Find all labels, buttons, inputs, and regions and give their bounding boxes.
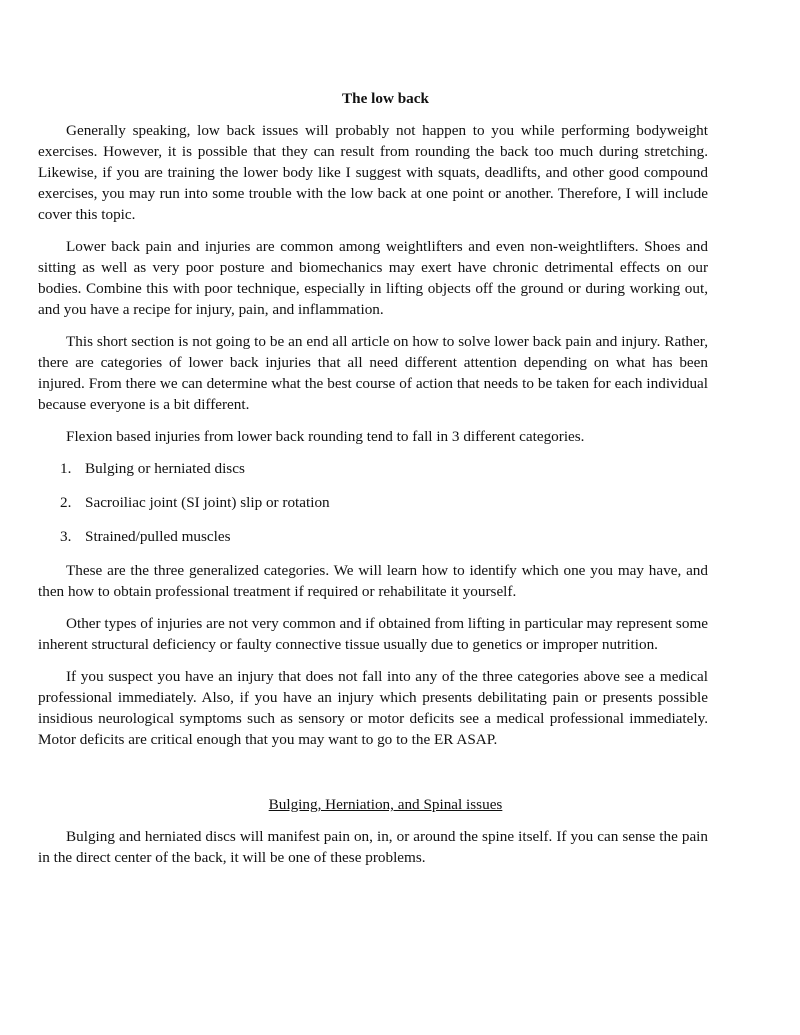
list-item-text: Bulging or herniated discs bbox=[85, 460, 245, 477]
list-item-number: 2. bbox=[60, 494, 72, 511]
list-item bbox=[38, 458, 708, 479]
document-page bbox=[38, 88, 708, 879]
paragraph-intro: Generally speaking, low back issues will probably not happen to you while performing bodyweight exercises. However, it is possible that they can result from rounding the back too much during stretching. Likewise, if you are training the lower body like I suggest with squats, deadlifts, and other good compound exercises, you may run into some trouble with the low back at one point or another. Therefore, I will include cover this topic. bbox=[38, 122, 708, 223]
injury-category-list bbox=[38, 458, 708, 547]
list-item-number: 3. bbox=[60, 528, 72, 545]
list-item-text: Strained/pulled muscles bbox=[85, 528, 231, 545]
document-title: The low back bbox=[342, 90, 429, 107]
paragraph-scope: This short section is not going to be an end all article on how to solve lower back pain and injury. Rather, there are categories of lower back injuries that all need different attention depending on what has been injured. From there we can determine what the best course of action that needs to be taken for each individual because everyone is a bit different. bbox=[38, 333, 708, 413]
list-item bbox=[38, 492, 708, 513]
paragraph-medical-advice: If you suspect you have an injury that does not fall into any of the three categories above see a medical professional immediately. Also, if you have an injury which presents debilitating pain or presents possible insidious neurological symptoms such as sensory or motor deficits see a medical professional immediately. Motor deficits are critical enough that you may want to go to the ER ASAP. bbox=[38, 668, 708, 748]
list-item-text: Sacroiliac joint (SI joint) slip or rotation bbox=[85, 494, 330, 511]
paragraph-other-injuries: Other types of injuries are not very common and if obtained from lifting in particular may represent some inherent structural deficiency or faulty connective tissue usually due to genetics or improper nutrition. bbox=[38, 615, 708, 653]
paragraph-causes: Lower back pain and injuries are common among weightlifters and even non-weightlifters. Shoes and sitting as well as very poor posture and biomechanics may exert have chronic detrimental effects on our bodies. Combine this with poor technique, especially in lifting objects off the ground or during working out, and you have a recipe for injury, pain, and inflammation. bbox=[38, 238, 708, 318]
paragraph-bulging-discs: Bulging and herniated discs will manifest pain on, in, or around the spine itself. If you can sense the pain in the direct center of the back, it will be one of these problems. bbox=[38, 828, 708, 866]
paragraph-categories-intro: Flexion based injuries from lower back rounding tend to fall in 3 different categories. bbox=[66, 428, 585, 445]
list-item-number: 1. bbox=[60, 460, 72, 477]
paragraph-generalized: These are the three generalized categories. We will learn how to identify which one you may have, and then how to obtain professional treatment if required or rehabilitate it yourself. bbox=[38, 562, 708, 600]
section-subheading: Bulging, Herniation, and Spinal issues bbox=[268, 796, 503, 813]
list-item bbox=[38, 526, 708, 547]
